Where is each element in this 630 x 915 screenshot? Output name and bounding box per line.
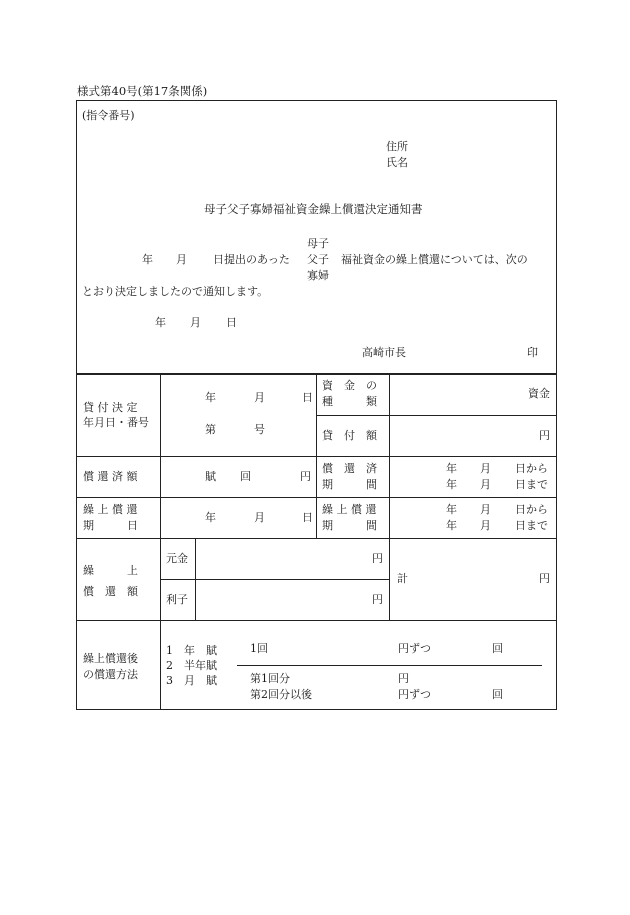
fund-kind-label-2: 種 類 bbox=[322, 395, 377, 408]
form-number: 様式第40号(第17条関係) bbox=[77, 84, 208, 98]
repaid-yen: 円 bbox=[300, 470, 311, 483]
option-semiannual: 2 半年賦 bbox=[166, 659, 217, 672]
mayor: 高崎市長 bbox=[362, 346, 406, 359]
early-date-label-1: 繰 上 償 還 bbox=[83, 503, 138, 516]
body-text-1: 福祉資金の繰上償還については、次の bbox=[341, 253, 528, 266]
fund-type-1: 母子 bbox=[307, 237, 329, 250]
repaid-period-label-1: 償 還 済 bbox=[322, 462, 377, 475]
early-month: 月 bbox=[254, 511, 265, 524]
body-day-submitted: 日提出のあった bbox=[213, 253, 290, 266]
early-day: 日 bbox=[302, 511, 313, 524]
interest-label: 利子 bbox=[166, 593, 188, 606]
date-year: 年 bbox=[155, 316, 166, 329]
early-period-label-2: 期 間 bbox=[322, 519, 377, 532]
name-label: 氏名 bbox=[386, 156, 408, 169]
early-period-label-1: 繰 上 償 還 bbox=[322, 503, 377, 516]
total-yen: 円 bbox=[539, 572, 550, 585]
col-line bbox=[160, 374, 161, 710]
times-2: 回 bbox=[492, 688, 503, 701]
loan-day: 日 bbox=[302, 391, 313, 404]
early-until-month: 月 bbox=[480, 519, 491, 532]
repaid-period-label-2: 期 間 bbox=[322, 478, 377, 491]
fund-type-3: 寡婦 bbox=[307, 269, 329, 282]
address-label: 住所 bbox=[386, 140, 408, 153]
option-monthly: 3 月 賦 bbox=[166, 674, 217, 687]
row-line bbox=[76, 538, 557, 539]
loan-dai: 第 bbox=[205, 423, 216, 436]
early-until-day: 日まで bbox=[515, 519, 548, 532]
method-label-1: 繰上償還後 bbox=[83, 652, 138, 665]
loan-decision-label-2: 年月日・番号 bbox=[83, 416, 149, 429]
early-year: 年 bbox=[205, 511, 216, 524]
repaid-from-month: 月 bbox=[480, 462, 491, 475]
early-amount-label-2: 償 還 額 bbox=[83, 585, 138, 598]
loan-amount-label: 貸 付 額 bbox=[322, 429, 377, 442]
repaid-times: 回 bbox=[240, 470, 251, 483]
loan-year: 年 bbox=[205, 391, 216, 404]
after-second-label: 第2回分以後 bbox=[250, 688, 312, 701]
row-line bbox=[316, 415, 557, 416]
one-time-label: 1回 bbox=[250, 642, 268, 655]
early-date-label-2: 期 日 bbox=[83, 519, 138, 532]
repaid-amount-label: 償 還 済 額 bbox=[83, 470, 138, 483]
first-time-yen: 円 bbox=[398, 672, 409, 685]
loan-month: 月 bbox=[254, 391, 265, 404]
date-day: 日 bbox=[226, 316, 237, 329]
row-line bbox=[76, 620, 557, 621]
loan-decision-label-1: 貸 付 決 定 bbox=[83, 401, 138, 414]
principal-label: 元金 bbox=[166, 552, 188, 565]
method-label-2: の償還方法 bbox=[83, 668, 138, 681]
early-from-day: 日から bbox=[515, 503, 548, 516]
repaid-until-year: 年 bbox=[446, 478, 457, 491]
repaid-from-year: 年 bbox=[446, 462, 457, 475]
repaid-until-month: 月 bbox=[480, 478, 491, 491]
yen-each-2: 円ずつ bbox=[398, 688, 431, 701]
loan-gou: 号 bbox=[254, 423, 265, 436]
early-amount-label-1: 繰 上 bbox=[83, 564, 138, 577]
method-divider bbox=[237, 665, 542, 666]
early-until-year: 年 bbox=[446, 519, 457, 532]
early-from-year: 年 bbox=[446, 503, 457, 516]
body-month: 月 bbox=[176, 253, 187, 266]
early-from-month: 月 bbox=[480, 503, 491, 516]
seal: 印 bbox=[527, 346, 538, 359]
option-annual: 1 年 賦 bbox=[166, 644, 217, 657]
repaid-from-day: 日から bbox=[515, 462, 548, 475]
repaid-installment: 賦 bbox=[205, 470, 216, 483]
body-text-2: とおり決定しましたので通知します。 bbox=[82, 285, 269, 298]
times-1: 回 bbox=[492, 642, 503, 655]
yen-each-1: 円ずつ bbox=[398, 642, 431, 655]
interest-yen: 円 bbox=[372, 593, 383, 606]
notice-title: 母子父子寡婦福祉資金繰上償還決定通知書 bbox=[204, 202, 423, 216]
fund-unit: 資金 bbox=[528, 387, 550, 400]
total-label: 計 bbox=[397, 572, 408, 585]
col-line bbox=[316, 374, 317, 538]
loan-amount-yen: 円 bbox=[539, 429, 550, 442]
first-time-label: 第1回分 bbox=[250, 672, 290, 685]
fund-type-2: 父子 bbox=[307, 253, 329, 266]
body-year: 年 bbox=[142, 253, 153, 266]
col-line bbox=[389, 374, 390, 620]
col-line bbox=[195, 538, 196, 620]
fund-kind-label-1: 資 金 の bbox=[322, 379, 377, 392]
principal-yen: 円 bbox=[372, 552, 383, 565]
directive-number: (指令番号) bbox=[82, 109, 135, 122]
date-month: 月 bbox=[190, 316, 201, 329]
repaid-until-day: 日まで bbox=[515, 478, 548, 491]
